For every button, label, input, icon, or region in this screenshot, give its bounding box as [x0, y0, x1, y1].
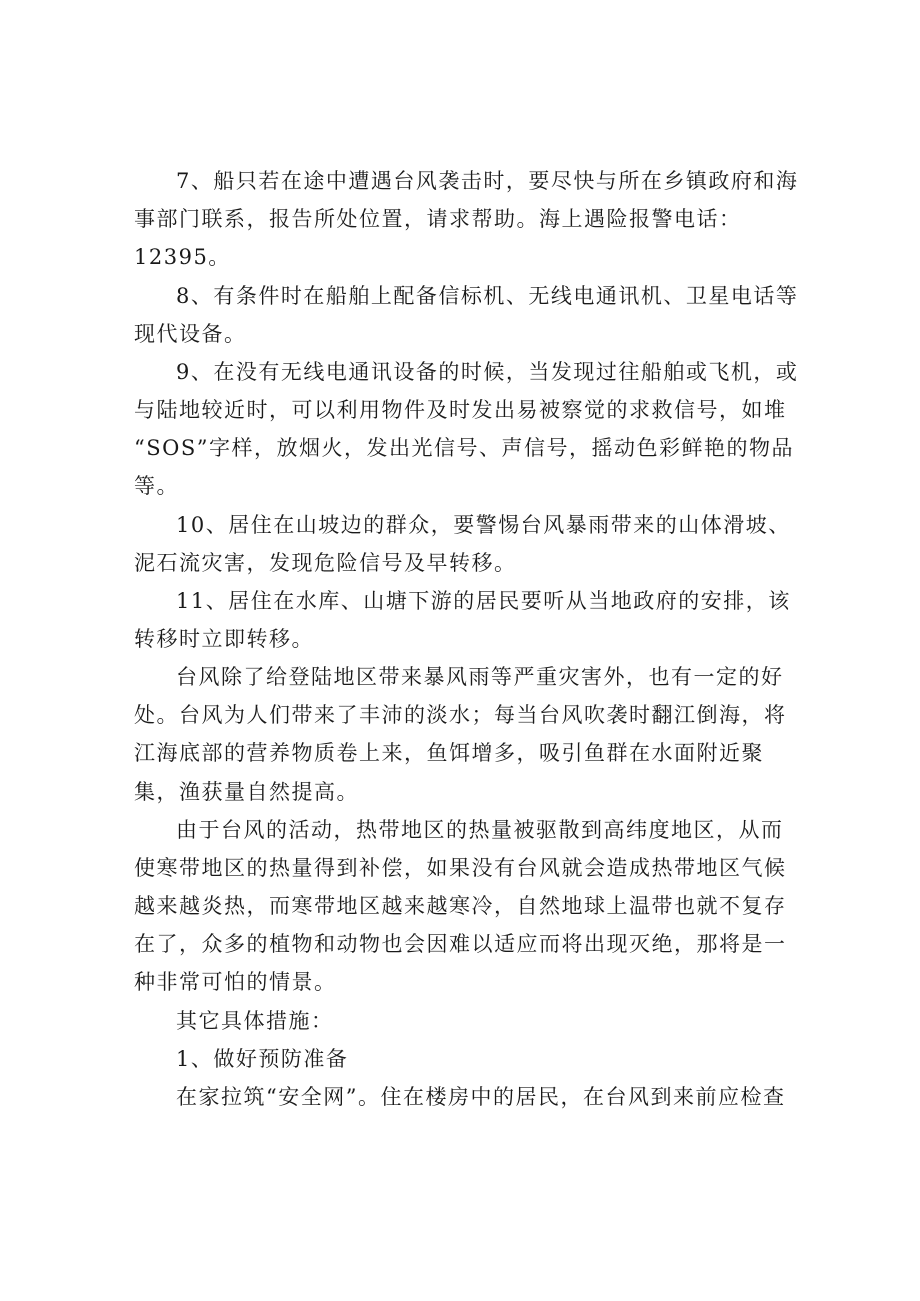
text-line: 9、在没有无线电通讯设备的时候，当发现过往船舶或飞机，或 — [176, 360, 799, 384]
text-line: 等。 — [134, 474, 179, 498]
text-line: 泥石流灾害，发现危险信号及早转移。 — [134, 551, 517, 575]
text-line: 在家拉筑“安全网”。住在楼房中的居民，在台风到来前应检查 — [176, 1085, 786, 1109]
text-line: 种非常可怕的情景。 — [134, 970, 337, 994]
text-line: 与陆地较近时，可以利用物件及时发出易被察觉的求救信号，如堆 — [134, 398, 787, 422]
text-line: 现代设备。 — [134, 322, 247, 346]
text-line: 1、做好预防准备 — [176, 1047, 349, 1071]
text-line: 转移时立即转移。 — [134, 627, 314, 651]
text-line: 11、居住在水库、山塘下游的居民要听从当地政府的安排，该 — [176, 589, 791, 613]
text-line: 集，渔获量自然提高。 — [134, 780, 359, 804]
text-line: 由于台风的活动，热带地区的热量被驱散到高纬度地区，从而 — [176, 818, 784, 842]
text-line: 12395。 — [134, 245, 231, 269]
text-line: 台风除了给登陆地区带来暴风雨等严重灾害外，也有一定的好 — [176, 665, 784, 689]
text-line: 越来越炎热，而寒带地区越来越寒冷，自然地球上温带也就不复存 — [134, 894, 787, 918]
text-line: 8、有条件时在船舶上配备信标机、无线电通讯机、卫星电话等 — [176, 284, 799, 308]
text-line: 10、居住在山坡边的群众，要警惕台风暴雨带来的山体滑坡、 — [176, 513, 791, 537]
text-line: “SOS”字样，放烟火，发出光信号、声信号，摇动色彩鲜艳的物品 — [134, 436, 794, 460]
text-line: 处。台风为人们带来了丰沛的淡水；每当台风吹袭时翻江倒海，将 — [134, 703, 787, 727]
text-line: 在了，众多的植物和动物也会因难以适应而将出现灭绝，那将是一 — [134, 932, 787, 956]
text-line: 事部门联系，报告所处位置，请求帮助。海上遇险报警电话： — [134, 207, 742, 231]
text-line: 江海底部的营养物质卷上来，鱼饵增多，吸引鱼群在水面附近聚 — [134, 741, 764, 765]
text-line: 使寒带地区的热量得到补偿，如果没有台风就会造成热带地区气候 — [134, 856, 787, 880]
text-line: 其它具体措施： — [176, 1009, 334, 1033]
text-line: 7、船只若在途中遭遇台风袭击时，要尽快与所在乡镇政府和海 — [176, 169, 799, 193]
